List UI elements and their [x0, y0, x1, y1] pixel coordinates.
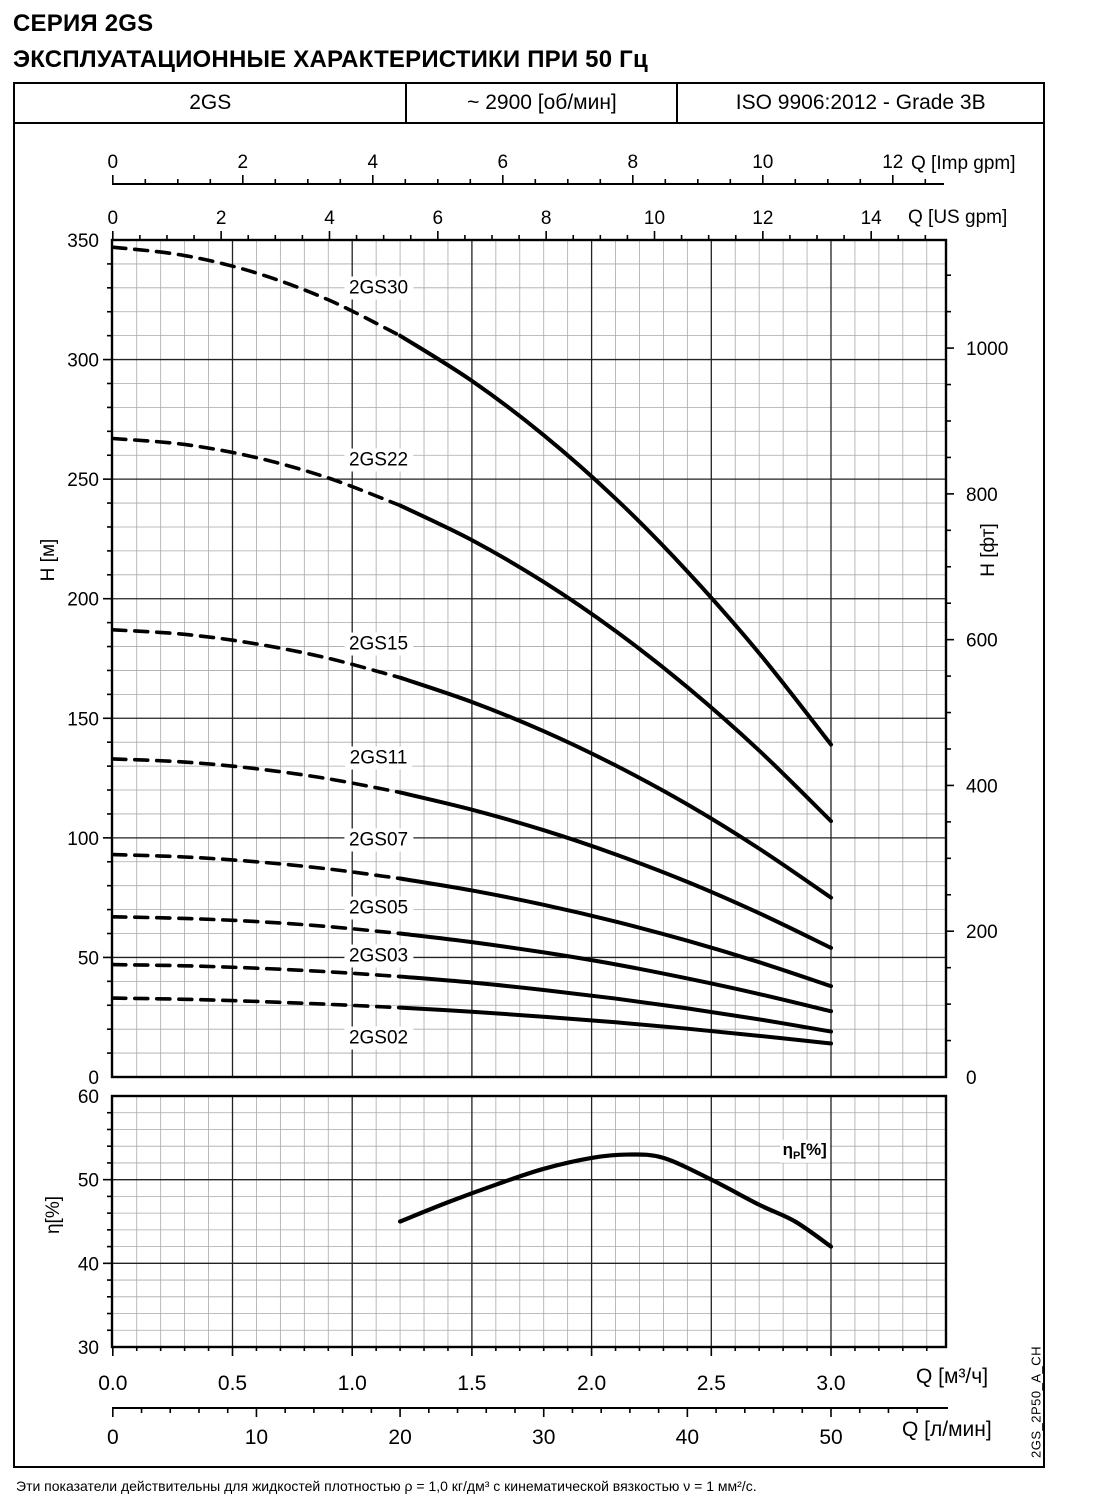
header-standard-cell: ISO 9906:2012 - Grade 3B — [676, 84, 1043, 122]
svg-text:10: 10 — [752, 152, 774, 173]
svg-text:1.5: 1.5 — [457, 1372, 487, 1395]
svg-text:2.0: 2.0 — [576, 1372, 607, 1395]
svg-text:50: 50 — [819, 1426, 843, 1449]
eff-label-sub: P — [792, 1150, 801, 1163]
drawing-code: 2GS_2P50_A_CH — [1028, 1345, 1044, 1459]
svg-text:0: 0 — [107, 152, 119, 173]
us-gpm-axis — [108, 208, 926, 240]
svg-text:0: 0 — [88, 1068, 99, 1089]
svg-text:50: 50 — [77, 948, 99, 970]
lmin-axis — [107, 1408, 948, 1449]
curve-label-2gs30: 2GS30 — [344, 276, 413, 299]
svg-text:40: 40 — [675, 1426, 700, 1449]
svg-text:400: 400 — [966, 776, 998, 798]
svg-text:0.0: 0.0 — [98, 1372, 128, 1395]
head-m-axis — [67, 231, 112, 1089]
page-title — [13, 6, 648, 78]
curve-label-2gs22: 2GS22 — [344, 449, 413, 472]
svg-text:2.5: 2.5 — [696, 1372, 726, 1395]
svg-text:1.0: 1.0 — [337, 1372, 367, 1395]
svg-text:4: 4 — [324, 208, 335, 229]
page-title-line1: СЕРИЯ 2GS — [13, 10, 154, 37]
header-series-cell: 2GS — [189, 91, 232, 114]
svg-text:14: 14 — [860, 208, 882, 229]
svg-text:6: 6 — [497, 152, 509, 173]
grid-major — [112, 240, 946, 1347]
svg-text:0.5: 0.5 — [217, 1372, 248, 1395]
page-title-line2: ЭКСПЛУАТАЦИОННЫЕ ХАРАКТЕРИСТИКИ ПРИ 50 Гц — [13, 46, 648, 73]
head-ft-axis — [946, 275, 1008, 1089]
footnote: Эти показатели действительны для жидкостей плотностью ρ = 1,0 кг/дм³ с кинематической вязкостью ν = 1 мм²/с. — [16, 1478, 757, 1494]
svg-text:30: 30 — [532, 1426, 556, 1449]
svg-text:50: 50 — [77, 1170, 99, 1192]
svg-text:2: 2 — [237, 152, 249, 173]
svg-text:2: 2 — [215, 208, 227, 229]
curve-label-2gs11: 2GS11 — [345, 746, 413, 769]
svg-text:8: 8 — [540, 208, 552, 229]
svg-text:12: 12 — [882, 152, 904, 173]
svg-text:4: 4 — [367, 152, 379, 173]
imp-gpm-axis-unit: Q [Imp gpm] — [911, 153, 1016, 174]
svg-text:600: 600 — [966, 630, 998, 652]
svg-text:10: 10 — [244, 1426, 269, 1449]
curve-label-2gs15: 2GS15 — [344, 633, 413, 656]
svg-text:6: 6 — [432, 208, 444, 229]
eff-label-eta: η — [782, 1140, 793, 1160]
curve-label-2gs03: 2GS03 — [344, 945, 413, 968]
svg-text:150: 150 — [67, 709, 99, 731]
head-ft-axis-unit: H [фт] — [978, 523, 999, 577]
svg-text:350: 350 — [67, 231, 99, 252]
curve-label-2gs07: 2GS07 — [344, 829, 413, 852]
eta-axis-unit: η[%] — [43, 1195, 64, 1235]
m3h-axis — [98, 1347, 927, 1395]
svg-text:100: 100 — [67, 828, 99, 850]
svg-text:30: 30 — [77, 1338, 99, 1359]
curve-label-2gs05: 2GS05 — [344, 897, 413, 920]
header-speed-cell: ~ 2900 [об/мин] — [405, 84, 676, 122]
svg-text:8: 8 — [627, 152, 639, 173]
svg-text:10: 10 — [643, 208, 666, 229]
head-m-axis-unit: H [м] — [38, 538, 59, 582]
svg-text:60: 60 — [77, 1087, 99, 1108]
m3h-axis-unit: Q [м³/ч] — [916, 1365, 989, 1388]
imp-gpm-axis — [108, 152, 944, 184]
svg-text:300: 300 — [67, 350, 99, 372]
svg-text:1000: 1000 — [966, 339, 1009, 361]
svg-text:800: 800 — [966, 484, 998, 506]
efficiency-curve-label — [780, 1140, 830, 1162]
plot-borders — [112, 240, 946, 1347]
grid-minor — [112, 240, 946, 1347]
curve-label-2gs02: 2GS02 — [344, 1026, 413, 1049]
svg-text:12: 12 — [752, 208, 774, 229]
eff-label-unit: [%] — [800, 1140, 827, 1160]
svg-text:3.0: 3.0 — [816, 1372, 846, 1395]
svg-text:200: 200 — [67, 589, 99, 611]
svg-text:0: 0 — [966, 1068, 977, 1089]
us-gpm-axis-unit: Q [US gpm] — [908, 207, 1008, 228]
eta-axis — [78, 1087, 112, 1359]
lmin-axis-unit: Q [л/мин] — [902, 1418, 992, 1441]
header-table — [13, 82, 1045, 124]
svg-text:20: 20 — [388, 1426, 412, 1449]
svg-text:0: 0 — [107, 208, 119, 229]
svg-text:0: 0 — [106, 1426, 119, 1449]
svg-text:200: 200 — [966, 922, 998, 944]
svg-text:40: 40 — [77, 1254, 99, 1276]
svg-text:250: 250 — [67, 470, 99, 492]
